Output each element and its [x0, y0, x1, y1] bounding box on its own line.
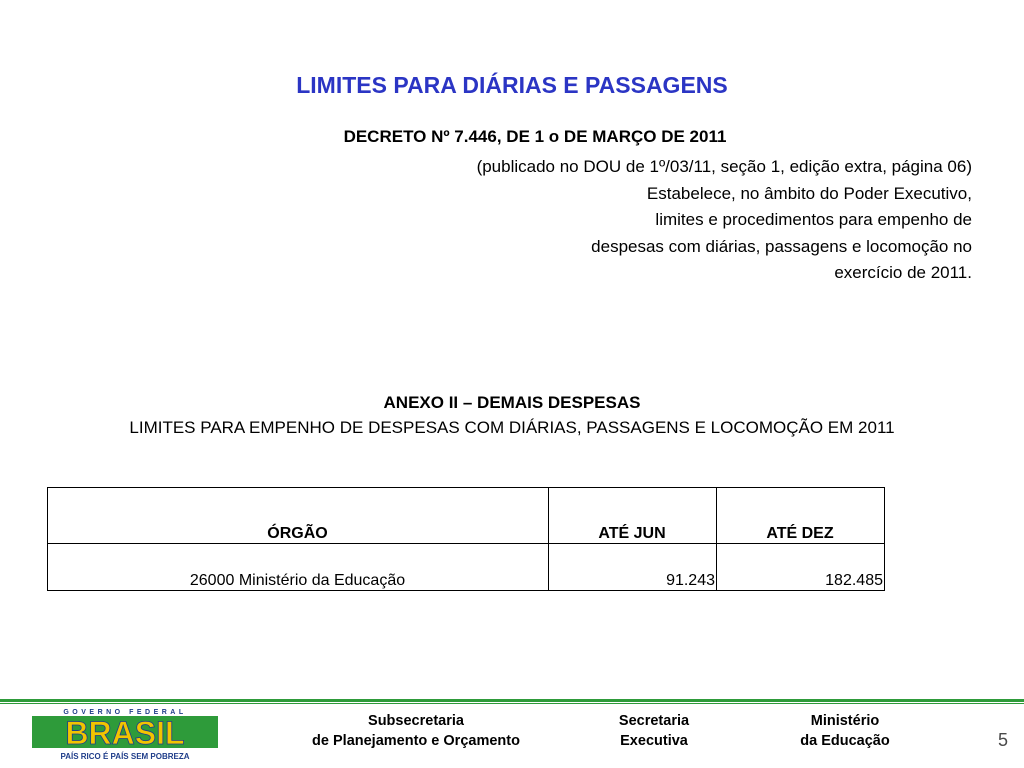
- decree-line: (publicado no DOU de 1º/03/11, seção 1, edição extra, página 06): [476, 157, 972, 176]
- footer-secretaria: [590, 711, 718, 751]
- decree-line: Estabelece, no âmbito do Poder Executivo,: [646, 183, 972, 203]
- slide-title: LIMITES PARA DIÁRIAS E PASSAGENS: [296, 72, 728, 98]
- svg-text:GOVERNO FEDERAL: GOVERNO FEDERAL: [63, 709, 187, 716]
- governo-federal-brasil-logo: [30, 706, 220, 762]
- footer-ministerio: [786, 711, 904, 751]
- decree-line: exercício de 2011.: [834, 263, 972, 282]
- footer-line: Secretaria: [618, 713, 690, 729]
- decree-heading: DECRETO Nº 7.446, DE 1 o DE MARÇO DE 2011: [343, 127, 727, 146]
- table-row: [48, 544, 885, 591]
- page-number: 5: [998, 730, 1009, 750]
- footer-line: Subsecretaria: [368, 713, 464, 729]
- column-header-ate-dez: ATÉ DEZ: [717, 488, 885, 544]
- annex-heading: ANEXO II – DEMAIS DESPESAS: [383, 393, 641, 412]
- decree-line: despesas com diárias, passagens e locomoção no: [591, 236, 972, 256]
- column-header-ate-jun: ATÉ JUN: [549, 488, 717, 544]
- svg-text:BRASIL: BRASIL: [65, 715, 185, 751]
- cell-ate-jun: 91.243: [549, 544, 717, 591]
- footer-subsecretaria: [280, 711, 552, 751]
- limits-table: [47, 487, 885, 591]
- footer-rule: [0, 699, 1024, 702]
- table-header-row: [48, 488, 885, 544]
- cell-orgao: 26000 Ministério da Educação: [48, 544, 549, 591]
- decree-line: limites e procedimentos para empenho de: [655, 210, 972, 229]
- annex-subheading: LIMITES PARA EMPENHO DE DESPESAS COM DIÁRIAS, PASSAGENS E LOCOMOÇÃO EM 2011: [129, 418, 895, 437]
- footer-line: da Educação: [800, 733, 890, 749]
- footer-line: de Planejamento e Orçamento: [312, 733, 520, 749]
- cell-ate-dez: 182.485: [717, 544, 885, 591]
- decree-description: [477, 154, 972, 287]
- column-header-orgao: ÓRGÃO: [48, 488, 549, 544]
- footer-rule-thin: [0, 703, 1024, 704]
- svg-text:PAÍS RICO É PAÍS SEM POBREZA: PAÍS RICO É PAÍS SEM POBREZA: [60, 752, 190, 761]
- footer-line: Executiva: [620, 733, 688, 749]
- footer-line: Ministério: [810, 713, 880, 729]
